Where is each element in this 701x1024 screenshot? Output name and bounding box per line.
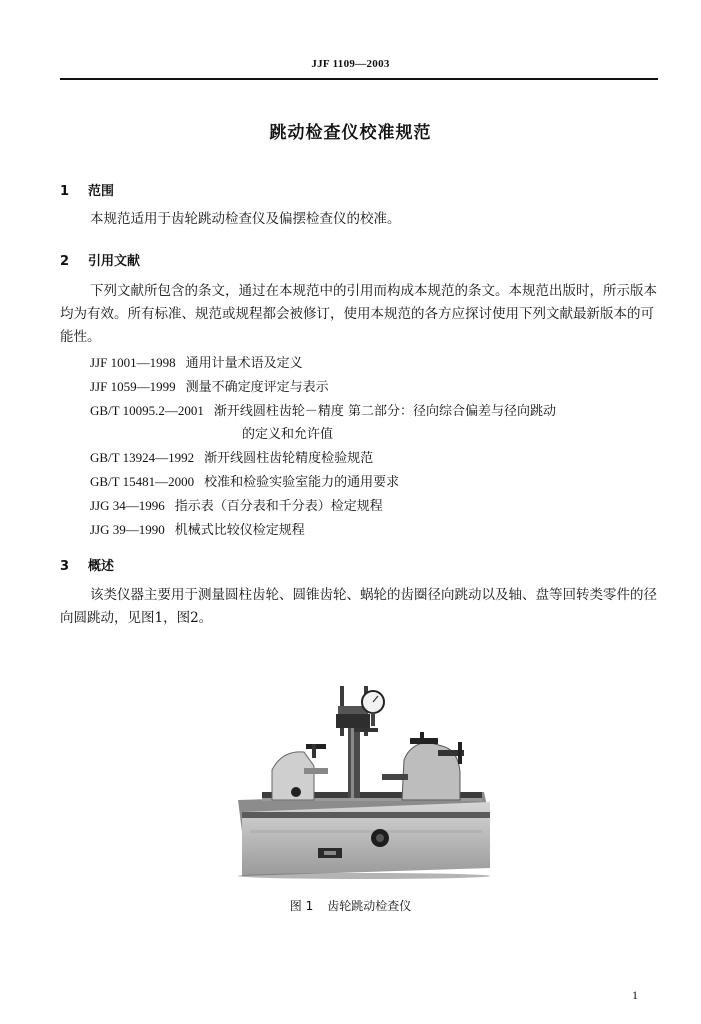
section-title: 引用文献 xyxy=(88,254,141,269)
reference-code: JJF 1001—1998 xyxy=(90,355,176,370)
document-title: 跳动检查仪校准规范 xyxy=(269,123,432,143)
figure-caption xyxy=(0,897,701,914)
reference-item xyxy=(90,494,660,518)
scope-paragraph: 本规范适用于齿轮跳动检查仪及偏摆检查仪的校准。 xyxy=(90,211,401,227)
reference-title: 测量不确定度评定与表示 xyxy=(185,380,329,395)
reference-title: 机械式比较仪检定规程 xyxy=(174,523,305,538)
reference-code: GB/T 13924—1992 xyxy=(90,450,195,465)
section-number: 3 xyxy=(60,559,70,574)
reference-title: 校准和检验实验室能力的通用要求 xyxy=(204,475,400,490)
references-intro-paragraph: 下列文献所包含的条文，通过在本规范中的引用而构成本规范的条文。本规范出版时，所示版本均为有效。所有标准、规范或规程都会被修订，使用本规范的各方应探讨使用下列文献最新版本的可能性。 xyxy=(60,283,657,345)
reference-item xyxy=(90,470,660,494)
reference-title-continuation: 的定义和允许值 xyxy=(242,427,334,442)
reference-title: 渐开线圆柱齿轮精度检验规范 xyxy=(204,451,374,466)
references-list xyxy=(90,351,660,542)
section-heading-scope xyxy=(60,180,114,199)
reference-code: JJG 39—1990 xyxy=(90,522,165,537)
reference-item xyxy=(90,399,660,423)
reference-title: 渐开线圆柱齿轮－精度 第二部分：径向综合偏差与径向跳动 xyxy=(213,404,557,419)
reference-item xyxy=(90,446,660,470)
header-rule xyxy=(60,78,658,80)
overview-paragraph: 该类仪器主要用于测量圆柱齿轮、圆锥齿轮、蜗轮的齿圈径向跳动以及轴、盘等回转类零件的径向圆跳动，见图1，图2。 xyxy=(60,587,657,626)
section-title: 概述 xyxy=(88,559,115,574)
section-number: 2 xyxy=(60,254,70,269)
reference-item xyxy=(90,375,660,399)
figure-caption-text: 齿轮跳动检查仪 xyxy=(327,899,412,913)
reference-code: JJF 1059—1999 xyxy=(90,379,176,394)
page-header-code: JJF 1109—2003 xyxy=(311,58,390,70)
section-number: 1 xyxy=(60,184,70,199)
section-heading-overview xyxy=(60,555,114,574)
reference-code: GB/T 10095.2—2001 xyxy=(90,403,204,418)
figure-number: 图 1 xyxy=(289,899,314,913)
reference-item xyxy=(90,518,660,542)
section-title: 范围 xyxy=(88,184,115,199)
reference-item xyxy=(90,351,660,375)
reference-code: JJG 34—1996 xyxy=(90,498,165,513)
reference-title: 指示表（百分表和千分表）检定规程 xyxy=(174,499,383,514)
section-heading-references xyxy=(60,250,140,269)
page-number: 1 xyxy=(632,988,638,1002)
gear-runout-tester-photo xyxy=(232,680,496,880)
reference-code: GB/T 15481—2000 xyxy=(90,474,195,489)
reference-title: 通用计量术语及定义 xyxy=(185,356,303,371)
